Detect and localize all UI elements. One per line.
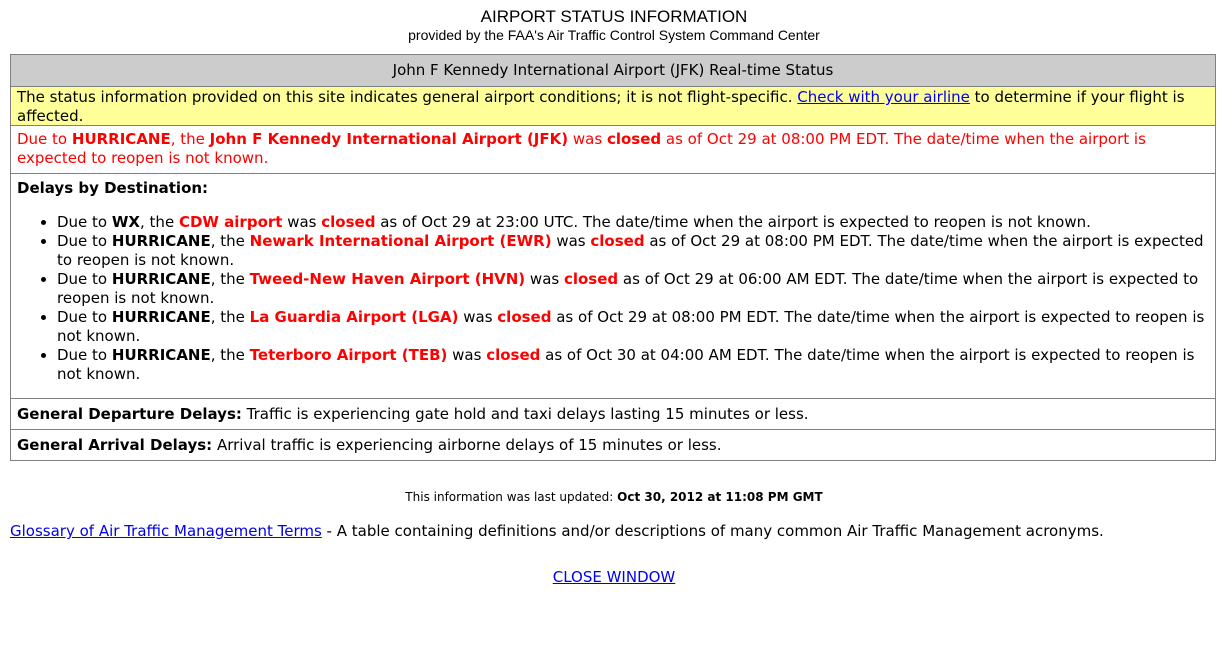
general-arrival-delays xyxy=(11,429,1215,460)
delay-text: as of Oct 30 at 04:00 AM EDT. The date/time when the airport is expected to reopen is not known. xyxy=(57,346,1195,383)
delay-state: closed xyxy=(497,308,552,326)
delay-text: Due to xyxy=(57,213,112,231)
delay-airport: La Guardia Airport (LGA) xyxy=(249,308,459,326)
glossary-link[interactable]: Glossary of Air Traffic Management Terms xyxy=(10,522,322,540)
list-item xyxy=(57,213,1209,232)
departure-text: Traffic is experiencing gate hold and taxi delays lasting 15 minutes or less. xyxy=(241,405,809,423)
closure-airport: John F Kennedy International Airport (JFK) xyxy=(209,130,569,148)
delay-text: , the xyxy=(210,270,250,288)
delay-text: was xyxy=(282,213,322,231)
glossary-description: - A table containing definitions and/or descriptions of many common Air Traffic Management acronyms. xyxy=(321,522,1104,540)
closure-reason: HURRICANE xyxy=(71,130,171,148)
delay-state: closed xyxy=(590,232,645,250)
delay-state: closed xyxy=(321,213,376,231)
last-updated-label: This information was last updated: xyxy=(405,490,618,504)
close-window-link[interactable]: CLOSE WINDOW xyxy=(552,568,676,586)
delay-text: as of Oct 29 at 08:00 PM EDT. The date/time when the airport is expected to reopen is not known. xyxy=(57,232,1204,269)
arrival-label: General Arrival Delays: xyxy=(17,436,213,454)
delay-text: as of Oct 29 at 23:00 UTC. The date/time when the airport is expected to reopen is not known. xyxy=(375,213,1091,231)
delay-text: as of Oct 29 at 08:00 PM EDT. The date/time when the airport is expected to reopen is not known. xyxy=(57,308,1205,345)
list-item xyxy=(57,346,1209,384)
delay-reason: HURRICANE xyxy=(111,308,211,326)
delay-text: , the xyxy=(210,308,250,326)
delay-reason: HURRICANE xyxy=(111,346,211,364)
delay-text: Due to xyxy=(57,308,112,326)
departure-label: General Departure Delays: xyxy=(17,405,242,423)
delay-airport: Newark International Airport (EWR) xyxy=(249,232,552,250)
status-title: John F Kennedy International Airport (JFK) Real-time Status xyxy=(11,55,1215,86)
delay-text: Due to xyxy=(57,232,112,250)
closure-state: closed xyxy=(606,130,662,148)
delay-airport: Teterboro Airport (TEB) xyxy=(249,346,448,364)
delay-text: as of Oct 29 at 06:00 AM EDT. The date/time when the airport is expected to reopen is not known. xyxy=(57,270,1199,307)
list-item xyxy=(57,308,1209,346)
delay-state: closed xyxy=(563,270,619,288)
delay-text: was xyxy=(458,308,498,326)
delay-text: Due to xyxy=(57,346,112,364)
delay-text: , the xyxy=(210,232,250,250)
closure-text: Due to xyxy=(17,130,72,148)
close-window-container xyxy=(0,568,1228,587)
status-table xyxy=(10,54,1216,461)
status-notice xyxy=(11,86,1215,125)
list-item xyxy=(57,232,1209,270)
list-item xyxy=(57,270,1209,308)
glossary-line xyxy=(10,522,1225,541)
delay-reason: HURRICANE xyxy=(111,232,211,250)
delay-reason: HURRICANE xyxy=(111,270,211,288)
delays-heading: Delays by Destination: xyxy=(17,179,209,197)
notice-text-before: The status information provided on this site indicates general airport conditions; it is not flight-specific. xyxy=(17,88,798,106)
last-updated-value: Oct 30, 2012 at 11:08 PM GMT xyxy=(617,490,823,504)
delay-state: closed xyxy=(486,346,541,364)
delay-text: was xyxy=(447,346,487,364)
delay-text: , the xyxy=(210,346,250,364)
notice-text-after: to determine if your flight is affected. xyxy=(17,88,1185,125)
delay-airport: CDW airport xyxy=(178,213,283,231)
general-departure-delays xyxy=(11,398,1215,429)
check-airline-link[interactable]: Check with your airline xyxy=(797,88,970,106)
arrival-text: Arrival traffic is experiencing airborne delays of 15 minutes or less. xyxy=(212,436,722,454)
closure-text: as of Oct 29 at 08:00 PM EDT. The date/time when the airport is expected to reopen is not known. xyxy=(17,130,1146,167)
closure-text: , the xyxy=(170,130,210,148)
delay-text: , the xyxy=(140,213,179,231)
delay-text: was xyxy=(551,232,591,250)
closure-message xyxy=(11,125,1215,173)
delay-airport: Tweed-New Haven Airport (HVN) xyxy=(249,270,526,288)
delay-text: Due to xyxy=(57,270,112,288)
delay-reason: WX xyxy=(111,213,141,231)
delays-by-destination xyxy=(11,173,1215,398)
delay-text: was xyxy=(525,270,564,288)
page-header xyxy=(0,7,1228,44)
closure-text: was xyxy=(568,130,607,148)
last-updated xyxy=(0,490,1228,505)
page-title: AIRPORT STATUS INFORMATION xyxy=(480,7,748,26)
page-subtitle: provided by the FAA's Air Traffic Control System Command Center xyxy=(408,27,820,43)
delays-list xyxy=(17,213,1209,384)
